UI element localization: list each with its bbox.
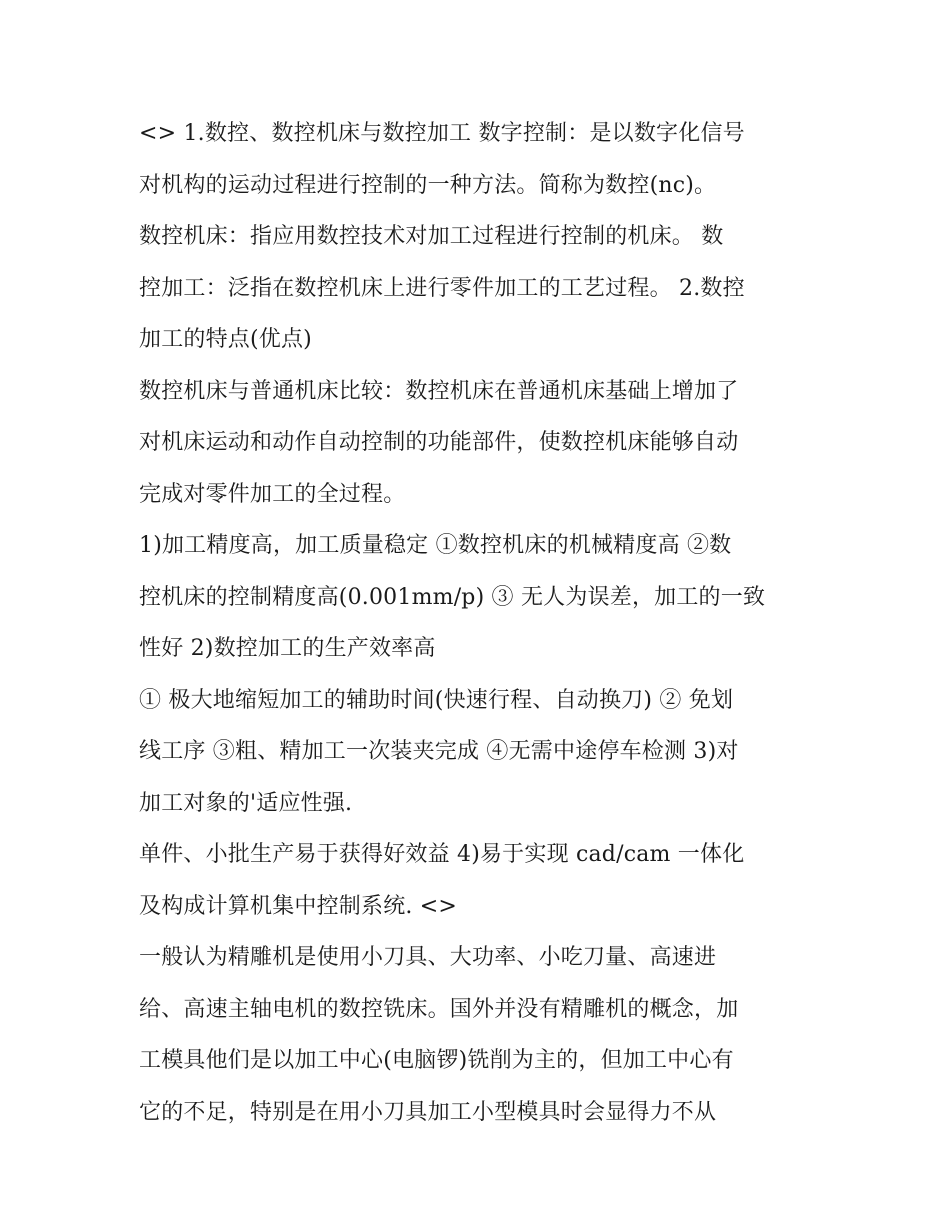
text-line: 对机构的运动过程进行控制的一种方法。简称为数控(nc)。 <box>139 172 717 198</box>
text-line: 1)加工精度高，加工质量稳定 ①数控机床的机械精度高 ②数 <box>139 533 732 558</box>
text-line: 及构成计算机集中控制系统. <> <box>139 893 458 919</box>
text-line: ① 极大地缩短加工的辅助时间(快速行程、自动换刀) ② 免划 <box>139 687 734 713</box>
text-line: 线工序 ③粗、精加工一次装夹完成 ④无需中途停车检测 3)对 <box>139 739 739 764</box>
text-line: 给、高速主轴电机的数控铣床。国外并没有精雕机的概念，加 <box>139 996 739 1022</box>
text-line: 数控机床与普通机床比较：数控机床在普通机床基础上增加了 <box>139 378 739 404</box>
text-line: 它的不足，特别是在用小刀具加工小型模具时会显得力不从 <box>139 1099 717 1125</box>
text-line: 对机床运动和动作自动控制的功能部件，使数控机床能够自动 <box>139 430 739 455</box>
text-line: 控加工：泛指在数控机床上进行零件加工的工艺过程。 2.数控 <box>139 275 745 301</box>
text-line: 数控机床：指应用数控技术对加工过程进行控制的机床。 数 <box>139 224 724 249</box>
text-line: <> 1.数控、数控机床与数控加工 数字控制：是以数字化信号 <box>139 121 745 146</box>
text-line: 加工对象的'适应性强. <box>139 790 353 816</box>
text-line: 性好 2)数控加工的生产效率高 <box>139 636 436 661</box>
text-line: 加工的特点(优点) <box>139 327 312 352</box>
document-body <box>139 108 829 1138</box>
text-line: 一般认为精雕机是使用小刀具、大功率、小吃刀量、高速进 <box>139 945 717 970</box>
text-line: 单件、小批生产易于获得好效益 4)易于实现 cad/cam 一体化 <box>139 842 745 867</box>
text-line: 控机床的控制精度高(0.001mm/p) ③ 无人为误差，加工的一致 <box>139 584 766 610</box>
text-line: 工模具他们是以加工中心(电脑锣)铣削为主的，但加工中心有 <box>139 1048 734 1073</box>
text-line: 完成对零件加工的全过程。 <box>139 481 406 507</box>
